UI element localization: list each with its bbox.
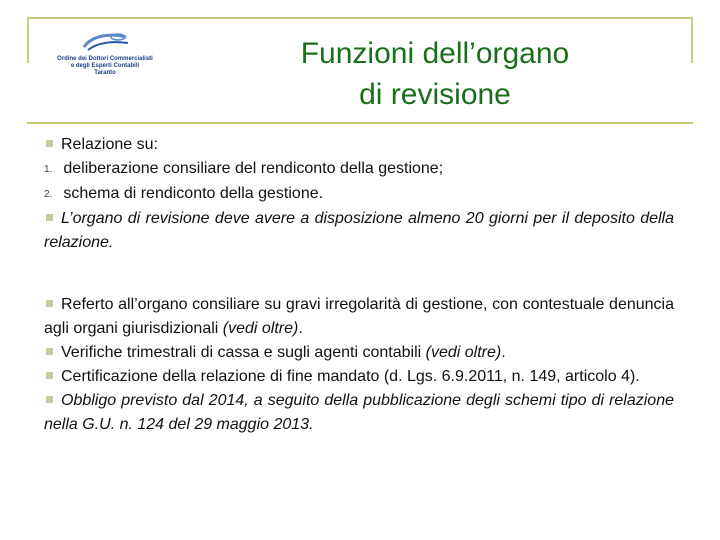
list-number: 2. [44,189,53,200]
bullet-text: Verifiche trimestrali di cassa e sugli agenti contabili [61,344,426,361]
header-frame-bottom [27,122,693,124]
header-frame-left [27,17,29,63]
numbered-item-2 [44,182,674,207]
page-title-line1: Funzioni dell’organo [300,37,570,70]
list-item-text: schema di rendiconto della gestione. [63,185,324,202]
list-number: 1. [44,164,53,175]
bullet-text: Certificazione della relazione di fine mandato (d. Lgs. 6.9.2011, n. 149, articolo 4). [61,368,640,385]
square-bullet-icon [46,140,53,147]
header-frame-right [691,17,693,63]
square-bullet-icon [46,300,53,307]
logo [40,25,170,85]
bullet-text: Referto all’organo consiliare su gravi irregolarità di gestione, con contestuale denuncia agli organi giurisdizionali [44,296,674,337]
slide-body [44,133,674,437]
square-bullet-icon [46,372,53,379]
bullet-item-obbligo [44,389,674,437]
page-title-line2: di revisione [359,78,511,111]
logo-text-line1: Ordine dei Dottori Commercialisti [57,56,153,62]
numbered-item-1 [44,157,674,182]
bullet-text: Relazione su: [61,136,158,153]
spacer [44,255,674,293]
bullet-end: . [501,344,506,361]
bullet-italic-ref: (vedi oltre) [425,344,502,361]
bullet-item-verifiche [44,341,674,365]
bullet-item-relazione [44,133,674,157]
square-bullet-icon [46,214,53,221]
logo-swoosh-icon [78,29,132,53]
logo-text-line2: e degli Esperti Contabili [70,63,140,69]
square-bullet-icon [46,348,53,355]
list-item-text: deliberazione consiliare del rendiconto della gestione; [63,160,444,177]
bullet-text: Obbligo previsto dal 2014, a seguito della pubblicazione degli schemi tipo di relazione nella G.U. n. 124 del 29 maggio 2013. [44,392,674,433]
square-bullet-icon [46,396,53,403]
bullet-text: L’organo di revisione deve avere a disposizione almeno 20 giorni per il deposito della relazione. [44,210,674,251]
bullet-item-deposito [44,207,674,255]
bullet-italic-ref: (vedi oltre) [222,320,299,337]
bullet-item-referto [44,293,674,341]
page-title [230,33,640,115]
header-frame-top [27,17,693,19]
logo-text-line3: Taranto [94,70,116,76]
bullet-end: . [298,320,303,337]
bullet-item-certificazione [44,365,674,389]
